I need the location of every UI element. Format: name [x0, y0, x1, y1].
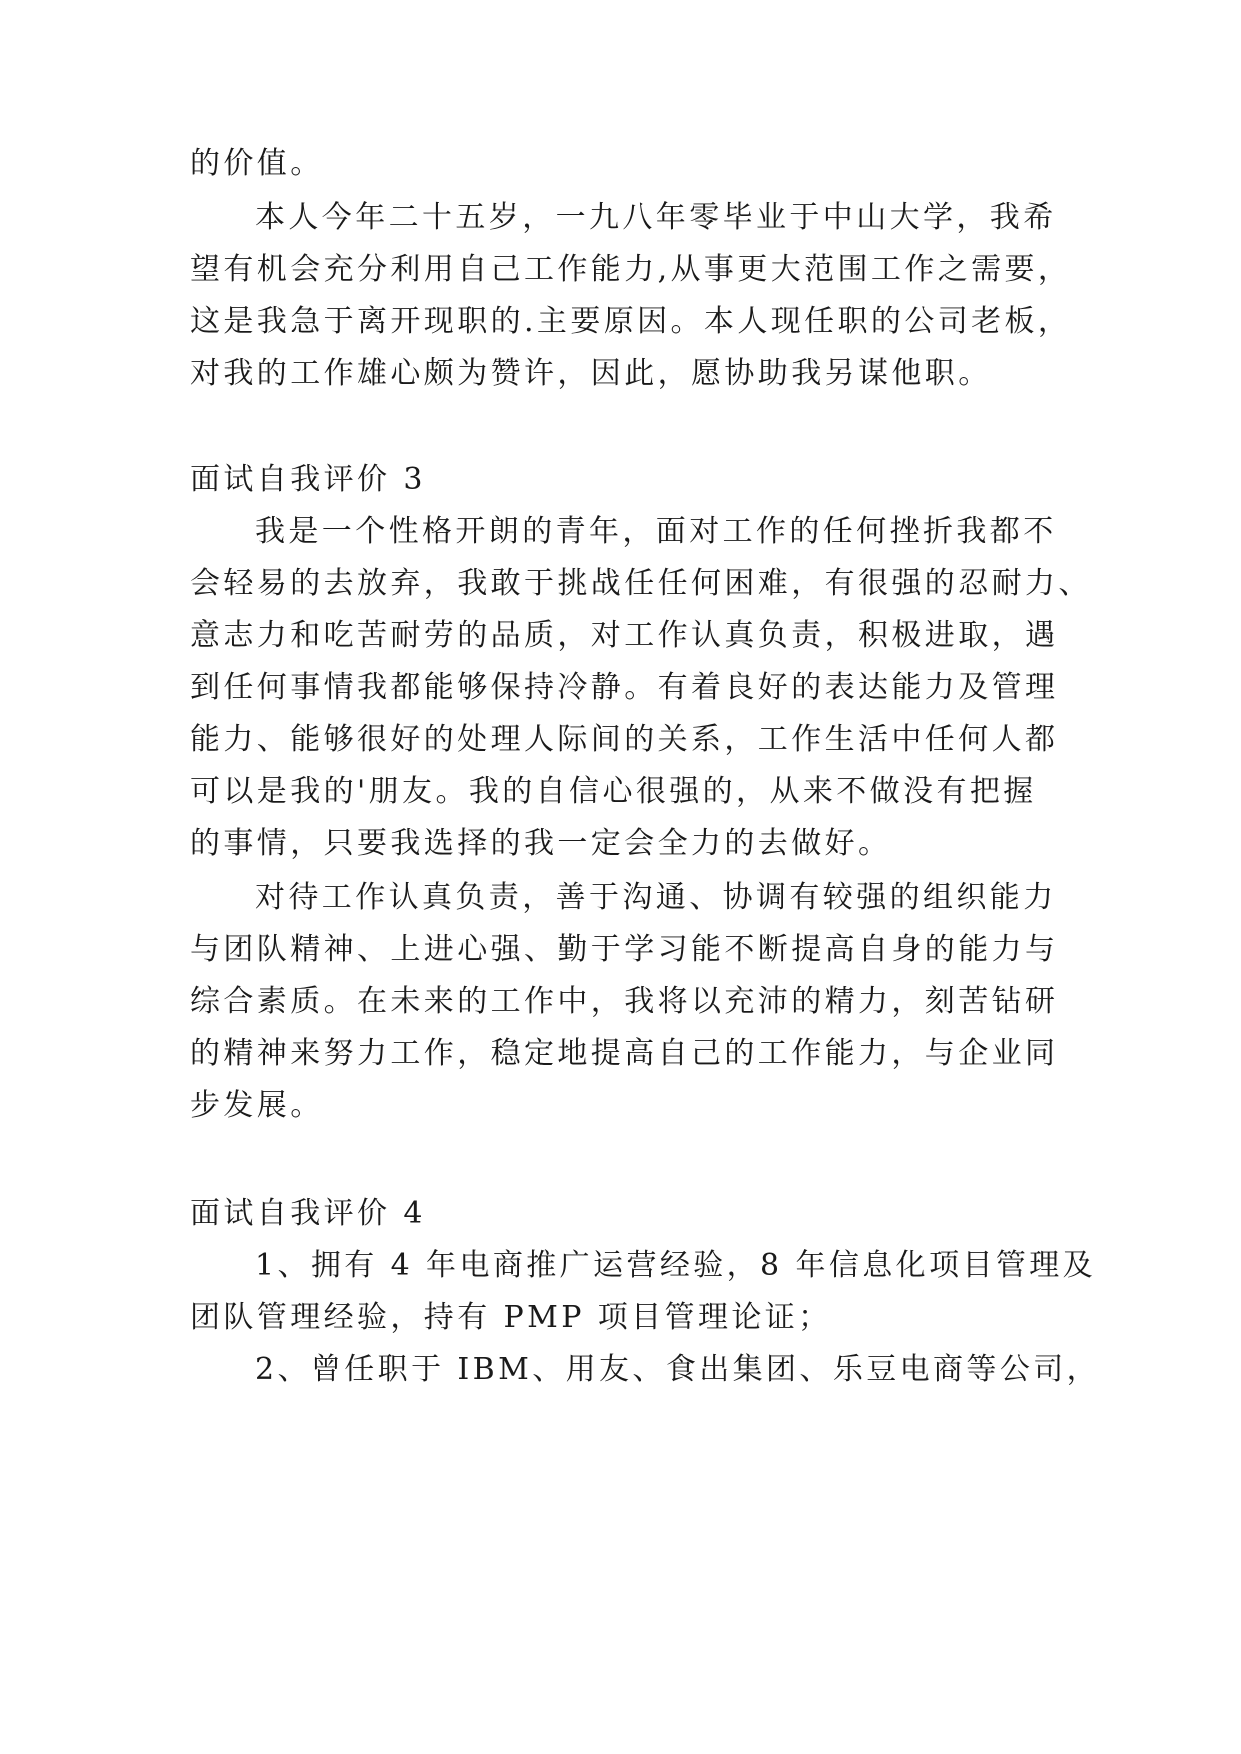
paragraph-line: 综合素质。在未来的工作中，我将以充沛的精力，刻苦钻研: [190, 984, 1059, 1019]
paragraph-line: 望有机会充分利用自己工作能力,从事更大范围工作之需要，: [190, 252, 1072, 287]
paragraph-line: 可以是我的'朋友。我的自信心很强的，从来不做没有把握: [190, 774, 1037, 809]
paragraph-line: 的事情，只要我选择的我一定会全力的去做好。: [190, 826, 892, 861]
paragraph-line: 步发展。: [190, 1088, 324, 1123]
paragraph-line: 我是一个性格开朗的青年，面对工作的任何挫折我都不: [255, 514, 1057, 549]
paragraph-line: 与团队精神、上进心强、勤于学习能不断提高自身的能力与: [190, 932, 1059, 967]
paragraph-line: 对待工作认真负责，善于沟通、协调有较强的组织能力: [255, 880, 1057, 915]
paragraph-line: 这是我急于离开现职的.主要原因。本人现任职的公司老板，: [190, 304, 1072, 339]
paragraph-line: 团队管理经验，持有 PMP 项目管理论证；: [190, 1300, 832, 1335]
paragraph-line: 到任何事情我都能够保持冷静。有着良好的表达能力及管理: [190, 670, 1059, 705]
section-heading: 面试自我评价 3: [190, 462, 426, 497]
paragraph-line: 的价值。: [190, 146, 324, 181]
paragraph-line: 本人今年二十五岁，一九八年零毕业于中山大学，我希: [255, 200, 1057, 235]
paragraph-line: 1、拥有 4 年电商推广运营经验，8 年信息化项目管理及: [255, 1248, 1097, 1283]
paragraph-line: 的精神来努力工作，稳定地提高自己的工作能力，与企业同: [190, 1036, 1059, 1071]
paragraph-line: 意志力和吃苦耐劳的品质，对工作认真负责，积极进取，遇: [190, 618, 1059, 653]
paragraph-line: 2、曾任职于 IBM、用友、食出集团、乐豆电商等公司，: [255, 1352, 1101, 1387]
paragraph-line: 能力、能够很好的处理人际间的关系，工作生活中任何人都: [190, 722, 1059, 757]
section-heading: 面试自我评价 4: [190, 1196, 426, 1231]
paragraph-line: 对我的工作雄心颇为赞许，因此，愿协助我另谋他职。: [190, 356, 992, 391]
paragraph-line: 会轻易的去放弃，我敢于挑战任任何困难，有很强的忍耐力、: [190, 566, 1092, 601]
